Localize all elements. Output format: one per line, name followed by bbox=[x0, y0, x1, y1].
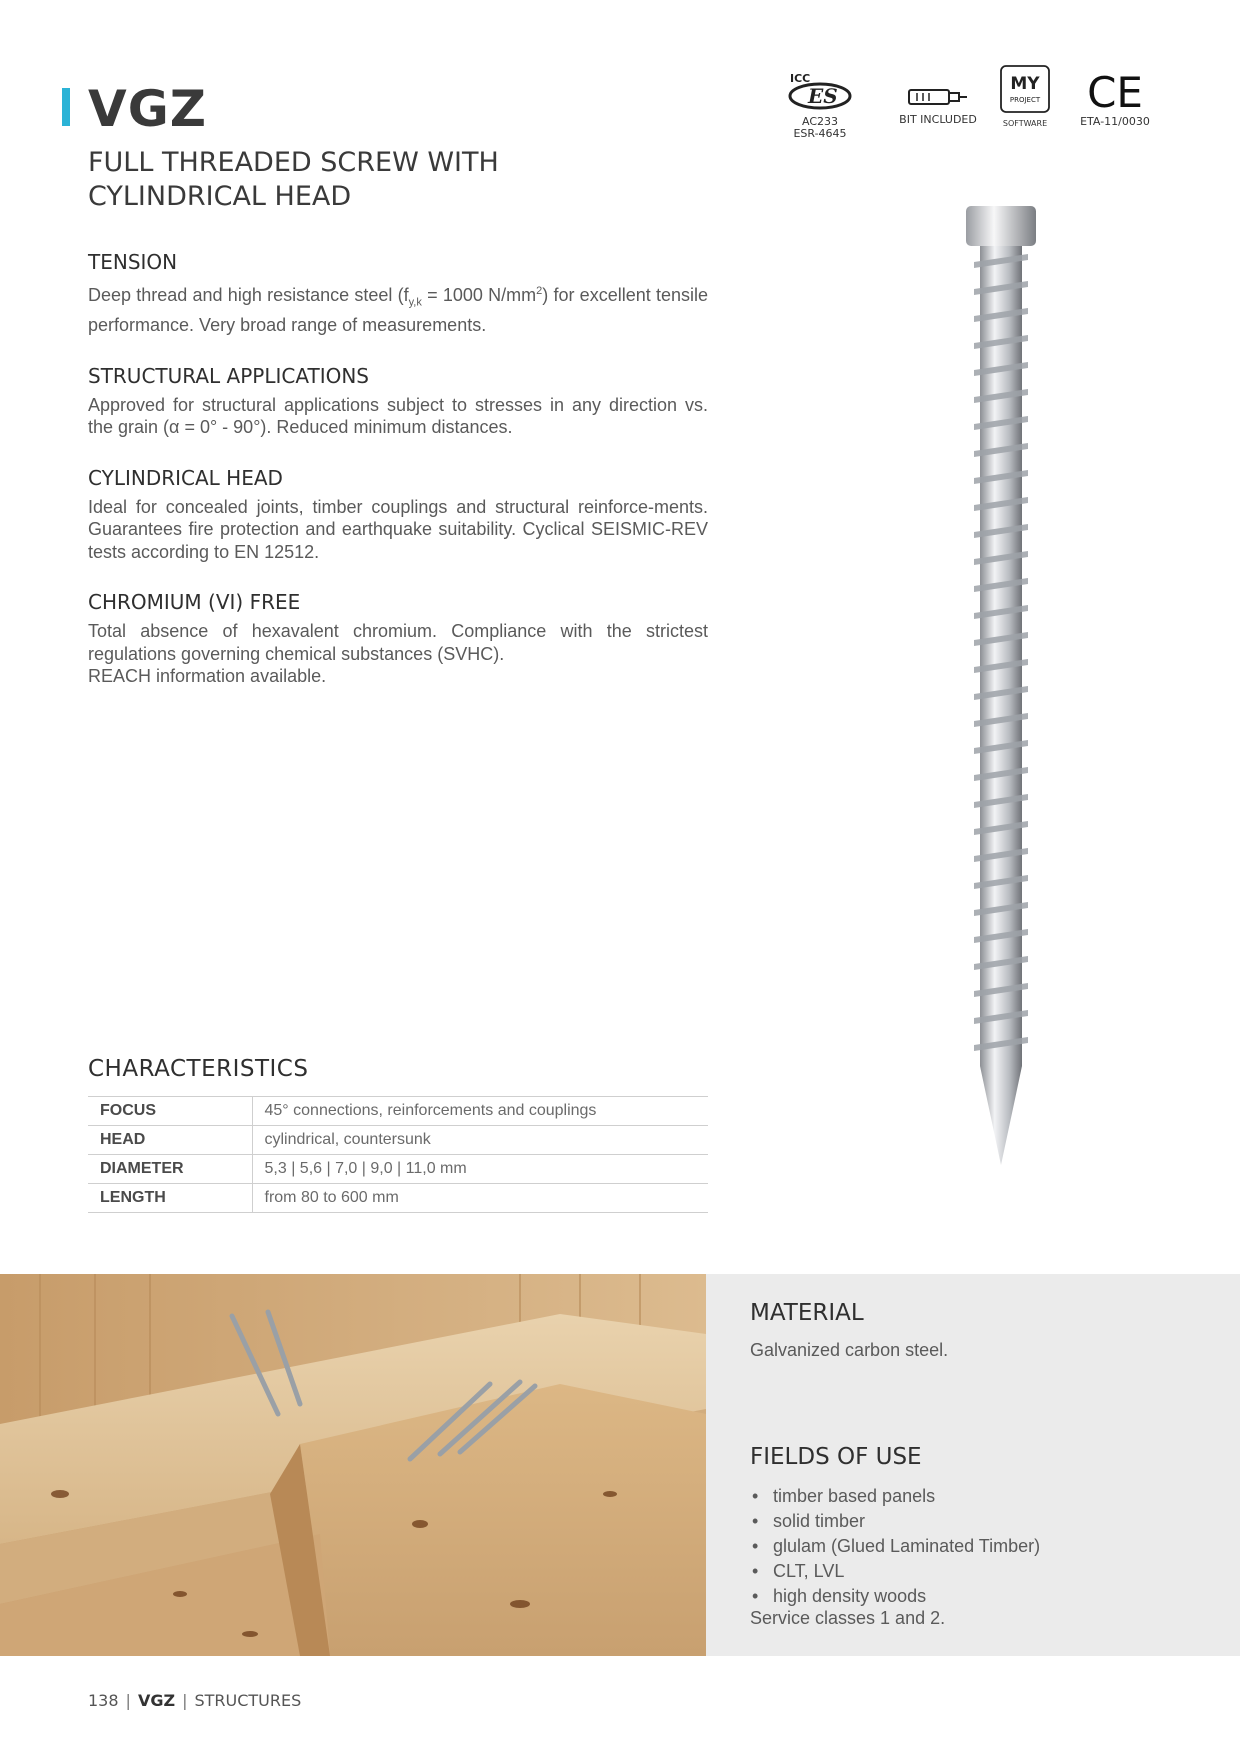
eta-code: ETA-11/0030 bbox=[1080, 115, 1150, 128]
table-row bbox=[88, 1184, 708, 1213]
feature-list bbox=[88, 250, 708, 715]
feature-structural-applications bbox=[88, 364, 708, 439]
myproject-logo-icon bbox=[999, 64, 1051, 114]
row-value: 5,3 | 5,6 | 7,0 | 9,0 | 11,0 mm bbox=[252, 1155, 708, 1184]
subtitle-line-2: CYLINDRICAL HEAD bbox=[88, 181, 352, 212]
bit-included-label: BIT INCLUDED bbox=[899, 113, 977, 126]
row-key: FOCUS bbox=[88, 1097, 252, 1126]
ce-badge bbox=[1070, 70, 1160, 128]
bit-icon bbox=[905, 84, 971, 110]
row-key: HEAD bbox=[88, 1126, 252, 1155]
material-text: Galvanized carbon steel. bbox=[750, 1340, 949, 1360]
bit-included-badge bbox=[888, 84, 988, 126]
list-item: • CLT, LVL bbox=[750, 1559, 1040, 1584]
page-footer bbox=[88, 1691, 301, 1710]
feature-text: Ideal for concealed joints, timber couplings and structural reinforce-ments. Guarantees fire protection and earthquake suitability. Cyclical SEISMIC-REV tests according to EN 12512. bbox=[88, 496, 708, 562]
page-number: 138 bbox=[88, 1691, 119, 1710]
row-value: from 80 to 600 mm bbox=[252, 1184, 708, 1213]
application-photo bbox=[0, 1274, 706, 1656]
subtitle-line-1: FULL THREADED SCREW WITH bbox=[88, 147, 499, 178]
material-title: MATERIAL bbox=[750, 1300, 864, 1326]
feature-cylindrical-head bbox=[88, 466, 708, 564]
feature-title: CYLINDRICAL HEAD bbox=[88, 465, 283, 490]
svg-text:CE: CE bbox=[1087, 70, 1143, 112]
icc-es-logo-icon bbox=[784, 70, 856, 112]
feature-text: Total absence of hexavalent chromium. Compliance with the strictest regulations governing chemical substances (SVHC). REACH information available. bbox=[88, 621, 708, 687]
fields-of-use-title: FIELDS OF USE bbox=[750, 1444, 922, 1470]
timber-joint-illustration bbox=[0, 1274, 706, 1656]
list-item: • high density woods bbox=[750, 1584, 1040, 1609]
feature-title: STRUCTURAL APPLICATIONS bbox=[88, 363, 369, 388]
fields-of-use-list bbox=[750, 1484, 1040, 1609]
myproject-label: SOFTWARE bbox=[1002, 119, 1048, 128]
icc-es-badge bbox=[780, 70, 860, 140]
product-title: VGZ bbox=[88, 80, 207, 138]
row-key: DIAMETER bbox=[88, 1155, 252, 1184]
feature-tension bbox=[88, 250, 708, 337]
feature-text: Approved for structural applications subject to stresses in any direction vs. the grain (α = 0° - 90°). Reduced minimum distances. bbox=[88, 394, 708, 438]
icc-code: AC233 bbox=[801, 115, 838, 128]
svg-text:ES: ES bbox=[808, 84, 838, 108]
list-item: • glulam (Glued Laminated Timber) bbox=[750, 1534, 1040, 1559]
myproject-badge bbox=[996, 64, 1054, 130]
svg-text:ICC: ICC bbox=[790, 72, 811, 85]
feature-text: Deep thread and high resistance steel ($f_{y,k} = 1000$ $N/mm^2$) for excellent tensile performance. Very broad range of measurements. bbox=[88, 285, 708, 336]
row-value: 45° connections, reinforcements and couplings bbox=[252, 1097, 708, 1126]
footer-separator: | bbox=[182, 1691, 188, 1710]
info-panel bbox=[706, 1274, 1240, 1656]
product-subtitle bbox=[88, 146, 648, 214]
svg-text:MY: MY bbox=[1010, 74, 1040, 94]
screw-illustration bbox=[950, 200, 1050, 1180]
feature-chromium-free bbox=[88, 590, 708, 688]
svg-text:PROJECT: PROJECT bbox=[1009, 96, 1041, 104]
list-item: • timber based panels bbox=[750, 1484, 1040, 1509]
table-row bbox=[88, 1097, 708, 1126]
footer-separator: | bbox=[125, 1691, 131, 1710]
title-accent-bar bbox=[62, 88, 70, 126]
list-item: • solid timber bbox=[750, 1509, 1040, 1534]
ce-mark-icon bbox=[1085, 70, 1145, 112]
feature-title: TENSION bbox=[88, 250, 178, 274]
table-row bbox=[88, 1126, 708, 1155]
row-key: LENGTH bbox=[88, 1184, 252, 1213]
icc-esr: ESR-4645 bbox=[793, 127, 847, 140]
certification-strip bbox=[780, 64, 1160, 144]
service-classes: Service classes 1 and 2. bbox=[750, 1608, 946, 1628]
characteristics-title: CHARACTERISTICS bbox=[88, 1056, 309, 1082]
row-value: cylindrical, countersunk bbox=[252, 1126, 708, 1155]
screw-image bbox=[950, 200, 1050, 1180]
footer-product: VGZ bbox=[137, 1691, 176, 1710]
characteristics-table bbox=[88, 1096, 708, 1213]
feature-title: CHROMIUM (VI) FREE bbox=[88, 590, 301, 615]
footer-section: STRUCTURES bbox=[194, 1691, 302, 1710]
table-row bbox=[88, 1155, 708, 1184]
